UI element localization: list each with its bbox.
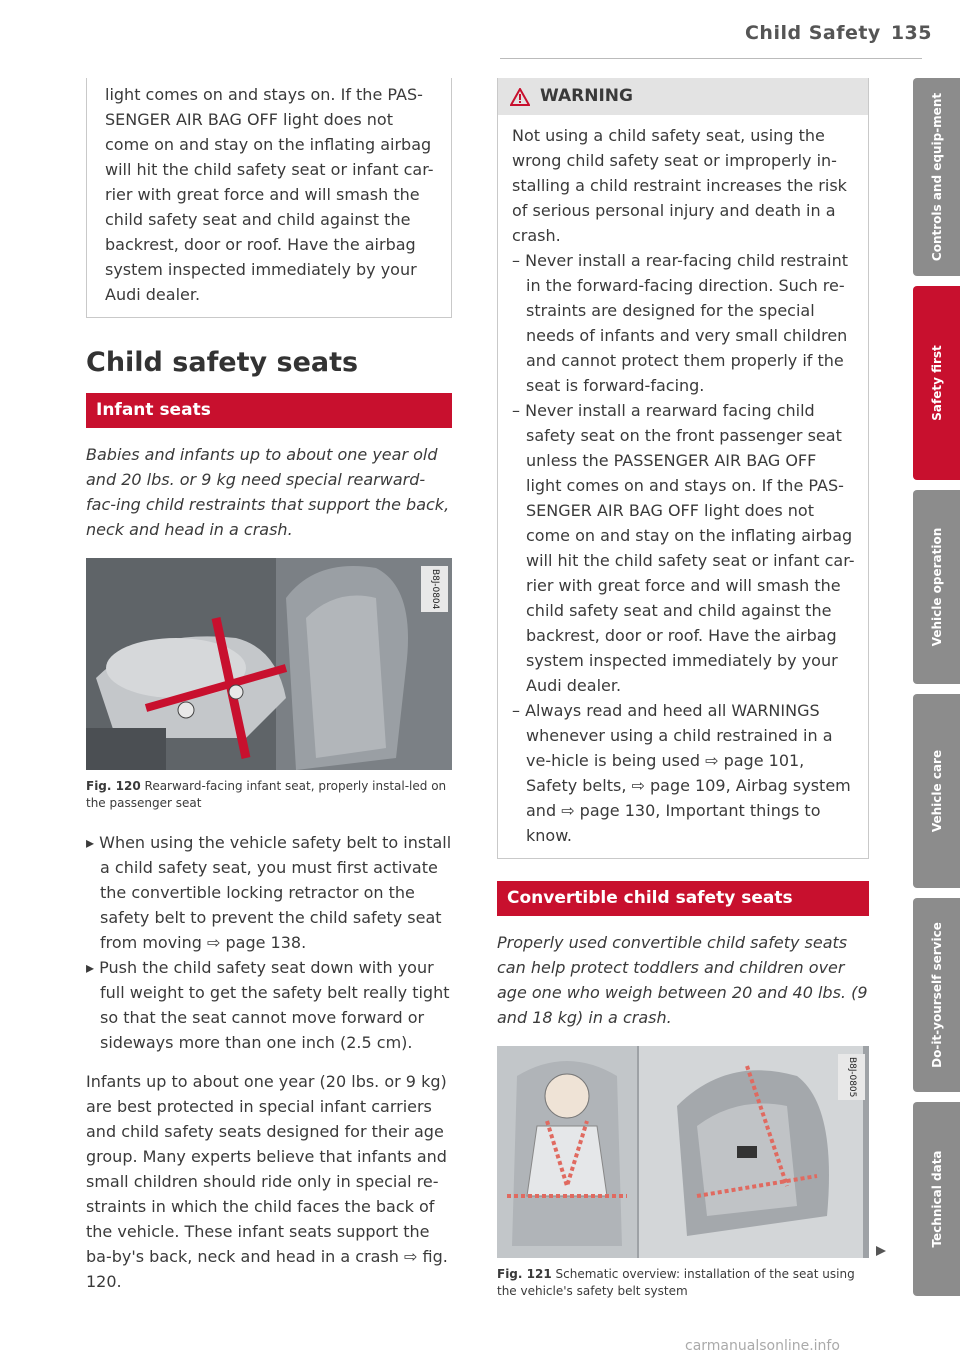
tab-vehicle-care-label: Vehicle care [929, 749, 944, 833]
tab-do-it-yourself-label: Do-it-yourself service [929, 922, 944, 1068]
subsection-title-infant: Infant seats [86, 393, 452, 428]
warning-box [497, 78, 869, 859]
warning-item-2-text: Never install a rearward facing child safety seat on the front passenger seat unless the PASSENGER AIR BAG OFF light comes on and stays on. If the PAS-SENGER AIR BAG OFF light does not come on and stay on the inflating airbag will hit the child safety seat or infant car-rier with great force and will smash the child safety seat and child against the backrest, door or roof. Have the airbag system inspected immediately by your Audi dealer. [525, 401, 855, 695]
tab-vehicle-operation-label: Vehicle operation [929, 527, 944, 647]
intro-infant: Babies and infants up to about one year old and 20 lbs. or 9 kg need special rearward-fac-ing child restraints that support the back, neck and head in a crash. [86, 445, 450, 539]
header-rule [500, 58, 922, 59]
tab-technical-data[interactable] [913, 1102, 960, 1296]
intro-convertible: Properly used convertible child safety seats can help protect toddlers and children over age one who weigh between 20 and 40 lbs. (9 and 18 kg) in a crash. [497, 933, 868, 1027]
infant-seat-illustration [86, 558, 452, 770]
subsection-title-convertible: Convertible child safety seats [497, 881, 869, 916]
tab-controls-label: Controls and equip-ment [929, 92, 944, 262]
instruction-step-2-text: Push the child safety seat down with your full weight to get the safety belt really tight so that the seat cannot move forward or sideways more than one inch (2.5 cm). [99, 958, 450, 1052]
figure-121-caption [497, 1266, 869, 1300]
infant-paragraph: Infants up to about one year (20 lbs. or 9 kg) are best protected in special infant carriers and child safety seats designed for their age group. Many experts believe that infants and small children should ride only in special re-straints in which the child faces the back of the vehicle. These infant seats support the ba-by's back, neck and head in a crash ⇨ fig. 120. [86, 1072, 448, 1291]
warning-header [498, 78, 868, 115]
tab-controls[interactable] [913, 78, 960, 276]
instruction-step-2: ▸ Push the child safety seat down with your full weight to get the safety belt really tight so that the seat cannot move forward or sideways more than one inch (2.5 cm). [86, 958, 450, 1052]
figure-120-label: Fig. 120 [86, 779, 141, 793]
figure-120-caption [86, 778, 452, 812]
page-header [745, 22, 932, 44]
figure-121-image [497, 1046, 869, 1258]
warning-intro: Not using a child safety seat, using the wrong child safety seat or improperly in-stalling a child restraint increases the risk of serious personal injury and death in a crash. [512, 126, 847, 245]
figure-121-caption-text: Schematic overview: installation of the seat using the vehicle's safety belt system [497, 1267, 855, 1298]
warning-item-3: – Always read and heed all WARNINGS whenever using a child restrained in a ve-hicle is being used ⇨ page 101, Safety belts, ⇨ page 109, Airbag system and ⇨ page 130, Important things to know. [512, 701, 851, 845]
section-title: Child safety seats [86, 347, 359, 378]
warning-body [498, 115, 868, 858]
warning-item-1: – Never install a rear-facing child restraint in the forward-facing direction. Such re-straints are designed for the special needs of infants and very small children and cannot protect them properly if the seat is forward-facing. [512, 251, 849, 395]
warning-title: WARNING [540, 86, 633, 106]
warning-item-2: – Never install a rearward facing child safety seat on the front passenger seat unless the PASSENGER AIR BAG OFF light comes on and stays on. If the PAS-SENGER AIR BAG OFF light does not come on and stay on the inflating airbag will hit the child safety seat or infant car-rier with great force and will smash the child safety seat and child against the backrest, door or roof. Have the airbag system inspected immediately by your Audi dealer. [512, 401, 855, 695]
tab-safety-first-label: Safety first [929, 345, 944, 421]
figure-120-code: B8J-0804 [421, 566, 448, 612]
instruction-step-1: ▸ When using the vehicle safety belt to install a child safety seat, you must first activate the convertible locking retractor on the safety belt to prevent the child safety seat from moving ⇨ page 138. [86, 833, 452, 952]
tab-vehicle-care[interactable] [913, 694, 960, 888]
figure-120 [86, 558, 452, 812]
warning-item-1-text: Never install a rear-facing child restraint in the forward-facing direction. Such re-straints are designed for the special needs of infants and very small children and cannot protect them properly if the seat is forward-facing. [525, 251, 849, 395]
tab-safety-first[interactable] [913, 286, 960, 480]
figure-121 [497, 1046, 869, 1300]
tab-do-it-yourself[interactable] [913, 898, 960, 1092]
convertible-seat-illustration [497, 1046, 863, 1258]
continue-arrow-icon [874, 1244, 888, 1258]
tab-technical-data-label: Technical data [929, 1150, 944, 1248]
warning-item-3-text: Always read and heed all WARNINGS whenever using a child restrained in a ve-hicle is being used ⇨ page 101, Safety belts, ⇨ page 109, Airbag system and ⇨ page 130, Important things to know. [525, 701, 851, 845]
instruction-step-1-text: When using the vehicle safety belt to install a child safety seat, you must first activate the convertible locking retractor on the safety belt to prevent the child safety seat from moving ⇨ page 138. [99, 833, 452, 952]
left-column [86, 78, 452, 1306]
header-title: Child Safety [744, 22, 881, 44]
tab-vehicle-operation[interactable] [913, 490, 960, 684]
figure-121-code: B8J-0805 [838, 1054, 865, 1100]
figure-120-image [86, 558, 452, 770]
figure-120-caption-text: Rearward-facing infant seat, properly instal-led on the passenger seat [86, 779, 447, 810]
warning-box-continued [86, 78, 452, 318]
warning-box-continued-text: light comes on and stays on. If the PAS-SENGER AIR BAG OFF light does not come on and stay on the inflating airbag will hit the child safety seat or infant car-rier with great force and will smash the child safety seat and child against the backrest, door or roof. Have the airbag system inspected immediately by your Audi dealer. [105, 85, 434, 304]
right-column [497, 78, 869, 1318]
warning-triangle-icon [510, 88, 530, 106]
page-number: 135 [890, 22, 932, 44]
watermark: carmanualsonline.info [685, 1338, 840, 1354]
figure-121-label: Fig. 121 [497, 1267, 552, 1281]
side-tabs [913, 78, 960, 1306]
